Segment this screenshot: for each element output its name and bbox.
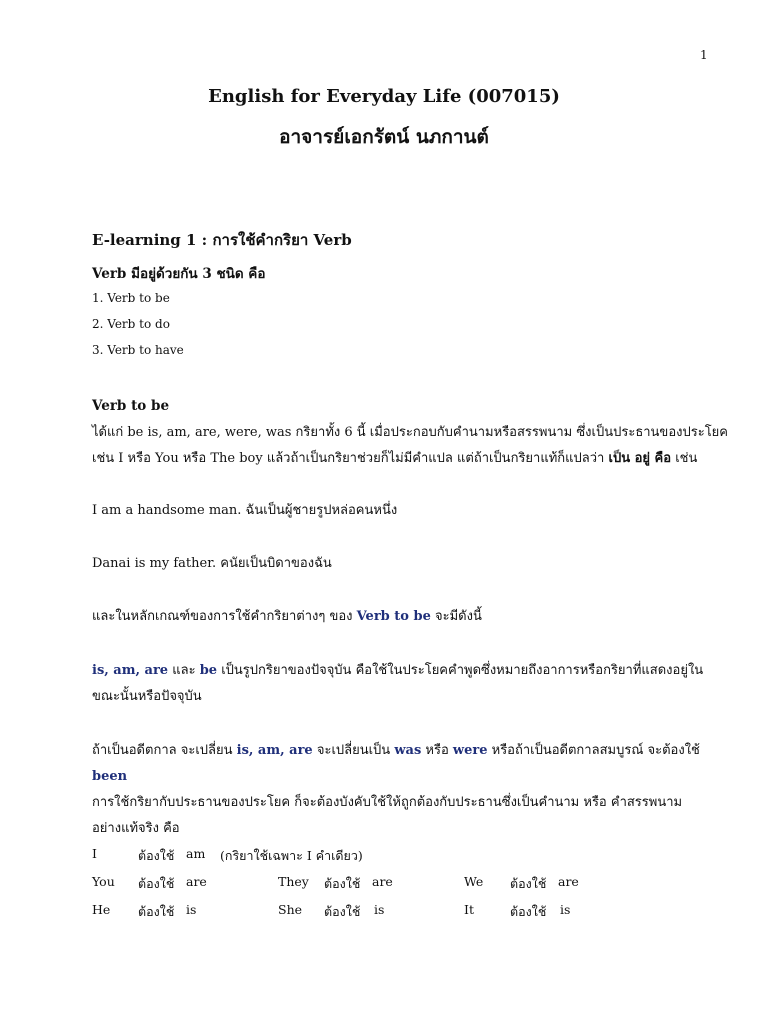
present-rule-line-1 (92, 658, 732, 684)
pronoun: She (278, 902, 303, 917)
verb-form: are (186, 874, 207, 889)
must-use-label: ต้องใช้ (138, 848, 175, 863)
rule-intro-end: จะมีดังนี้ (430, 609, 482, 624)
page-number: 1 (700, 48, 708, 62)
must-use-label: ต้องใช้ (324, 876, 361, 891)
verb-form: is (560, 902, 571, 917)
present-rule-text: และ (168, 663, 200, 678)
keyword: is, am, are (236, 743, 313, 758)
past-rule-line-3: อย่างแท้จริง คือ (92, 821, 180, 836)
past-rule (92, 738, 732, 842)
instructor-name: อาจารย์เอกรัตน์ นภกานต์ (279, 126, 489, 148)
section-title: E-learning 1 : การใช้คำกริยา Verb (92, 231, 352, 249)
usage-note: (กริยาใช้เฉพาะ I คำเดียว) (220, 848, 363, 863)
verb-to-be-intro (92, 420, 732, 472)
past-rule-line-1 (92, 738, 732, 790)
pronoun: We (464, 874, 484, 889)
pronoun: It (464, 902, 474, 917)
past-rule-text: หรือถ้าเป็นอดีตกาลสมบูรณ์ จะต้องใช้ (487, 743, 700, 758)
intro-line-2-end: เช่น (671, 451, 698, 466)
verb-type-item: 1. Verb to be (92, 291, 170, 305)
course-title: English for Everyday Life (007015) (208, 86, 560, 107)
keyword: was (394, 743, 422, 758)
keyword: be (199, 663, 218, 678)
past-rule-text: จะเปลี่ยนเป็น (312, 743, 395, 758)
keyword: Verb to be (356, 609, 431, 624)
keyword: were (452, 743, 488, 758)
keyword: been (92, 769, 128, 784)
must-use-label: ต้องใช้ (138, 876, 175, 891)
verb-to-be-heading: Verb to be (92, 398, 170, 414)
intro-line-2 (92, 446, 732, 472)
verb-form: am (186, 846, 206, 861)
keyword: is, am, are (92, 663, 169, 678)
intro-line-2-text: เช่น I หรือ You หรือ The boy แล้วถ้าเป็นกริยาช่วยก็ไม่มีคำแปล แต่ถ้าเป็นกริยาแท้ก็แปลว่า (92, 451, 609, 466)
verb-type-item: 2. Verb to do (92, 317, 170, 331)
past-rule-text: ถ้าเป็นอดีตกาล จะเปลี่ยน (92, 743, 237, 758)
present-rule-text: เป็นรูปกริยาของปัจจุบัน คือใช้ในประโยคคำพูดซึ่งหมายถึงอาการหรือกริยาที่แสดงอยู่ใน (217, 663, 704, 678)
must-use-label: ต้องใช้ (510, 876, 547, 891)
pronoun: They (278, 874, 309, 889)
must-use-label: ต้องใช้ (324, 904, 361, 919)
intro-line-2-bold: เป็น อยู่ คือ (608, 451, 672, 466)
verb-form: is (374, 902, 385, 917)
verb-form: is (186, 902, 197, 917)
example-sentence: I am a handsome man. ฉันเป็นผู้ชายรูปหล่อคนหนึ่ง (92, 503, 398, 518)
must-use-label: ต้องใช้ (510, 904, 547, 919)
past-rule-line-2: การใช้กริยากับประธานของประโยค ก็จะต้องบังคับใช้ให้ถูกต้องกับประธานซึ่งเป็นคำนาม หรือ คำสรรพนาม (92, 795, 683, 810)
pronoun: You (92, 874, 115, 889)
past-rule-text: หรือ (421, 743, 453, 758)
verb-type-item: 3. Verb to have (92, 343, 184, 357)
intro-line-1: ได้แก่ be is, am, are, were, was กริยาทั้ง 6 นี้ เมื่อประกอบกับคำนามหรือสรรพนาม ซึ่งเป็นประธานของประโยค (92, 425, 728, 440)
verb-types-heading: Verb มีอยู่ด้วยกัน 3 ชนิด คือ (92, 266, 266, 282)
must-use-label: ต้องใช้ (138, 904, 175, 919)
pronoun: I (92, 846, 97, 861)
present-rule-line-2: ขณะนั้นหรือปัจจุบัน (92, 689, 202, 704)
rule-intro-text: และในหลักเกณฑ์ของการใช้คำกริยาต่างๆ ของ (92, 609, 357, 624)
rule-intro (92, 604, 732, 630)
verb-form: are (558, 874, 579, 889)
present-rule (92, 658, 732, 710)
verb-form: are (372, 874, 393, 889)
pronoun: He (92, 902, 111, 917)
example-sentence: Danai is my father. คนัยเป็นบิดาของฉัน (92, 556, 332, 571)
